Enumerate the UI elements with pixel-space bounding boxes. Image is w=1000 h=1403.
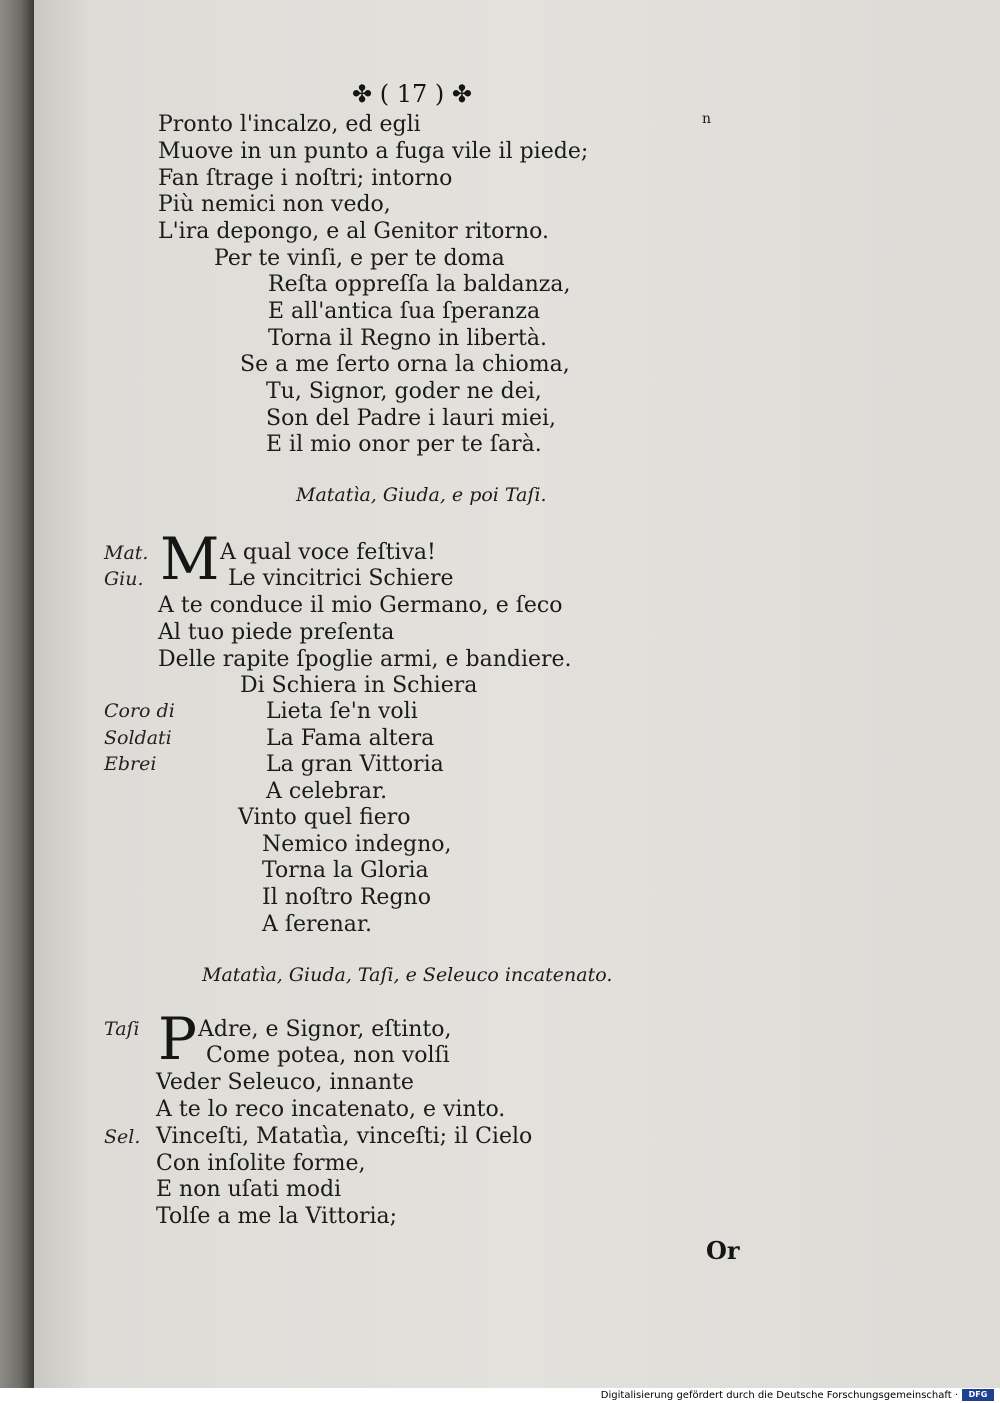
drop-cap: P: [158, 1005, 198, 1073]
catchword: Or: [706, 1236, 740, 1265]
verse-line: E all'antica ſua ſperanza: [268, 299, 541, 324]
verse-line: Lieta ſe'n voli: [266, 699, 418, 724]
verse-line: Per te vinſi, e per te doma: [214, 246, 505, 271]
verse-line: Vinceſti, Matatìa, vinceſti; il Cielo: [156, 1124, 533, 1149]
verse-line: L'ira depongo, e al Genitor ritorno.: [158, 219, 549, 244]
verse-line: Pronto l'incalzo, ed egli: [158, 112, 421, 137]
verse-line: Tu, Signor, goder ne dei,: [266, 379, 542, 404]
speaker-label: Giu.: [104, 568, 144, 590]
page-number-text: ( 17 ): [379, 80, 445, 108]
verse-line: E il mio onor per te ſarà.: [266, 432, 542, 457]
verse-line: A te conduce il mio Germano, e ſeco: [158, 593, 563, 618]
scene-heading: Matatìa, Giuda, e poi Taſi.: [296, 484, 547, 506]
speaker-label: Ebrei: [104, 753, 157, 775]
speaker-label: Soldati: [104, 727, 172, 749]
verse-line: Veder Seleuco, innante: [156, 1070, 414, 1095]
footer-credit: Digitalisierung gefördert durch die Deutsche Forschungsgemeinschaft ·: [600, 1390, 958, 1401]
speaker-label: Coro di: [104, 700, 175, 722]
verse-line: Tolſe a me la Vittoria;: [156, 1204, 398, 1229]
speaker-label: Sel.: [104, 1126, 141, 1148]
verse-line: Fan ſtrage i noſtri; intorno: [158, 166, 453, 191]
verse-line: La gran Vittoria: [266, 752, 444, 777]
page-number: [352, 80, 472, 108]
verse-line: Delle rapite ſpoglie armi, e bandiere.: [158, 647, 572, 672]
verse-line: Di Schiera in Schiera: [240, 673, 478, 698]
verse-line: Il noſtro Regno: [262, 885, 431, 910]
verse-line: Se a me ſerto orna la chioma,: [240, 352, 570, 377]
verse-line: Muove in un punto a fuga vile il piede;: [158, 139, 589, 164]
verse-line: Come potea, non volſi: [206, 1043, 450, 1068]
book-spine-shadow: [0, 0, 34, 1388]
verse-line: Le vincitrici Schiere: [228, 566, 454, 591]
verse-line: A te lo reco incatenato, e vinto.: [156, 1097, 506, 1122]
verse-line: Più nemici non vedo,: [158, 192, 391, 217]
verse-line: Torna la Gloria: [262, 858, 429, 883]
scene-heading: Matatìa, Giuda, Taſi, e Seleuco incatenato.: [202, 964, 613, 986]
drop-cap: M: [160, 525, 220, 593]
speaker-label: Taſi: [104, 1018, 140, 1040]
verse-line: A qual voce feſtiva!: [220, 540, 436, 565]
verse-line: Nemico indegno,: [262, 832, 452, 857]
verse-line: Torna il Regno in libertà.: [268, 326, 547, 351]
verse-line: Vinto quel fiero: [238, 805, 411, 830]
verse-line: Son del Padre i lauri miei,: [266, 406, 556, 431]
verse-line: La Fama altera: [266, 726, 435, 751]
dfg-logo-icon: DFG: [962, 1389, 994, 1401]
verse-line: Con inſolite forme,: [156, 1151, 366, 1176]
verse-line: Adre, e Signor, eſtinto,: [198, 1017, 452, 1042]
ornament-right-icon: ✤: [451, 80, 473, 108]
verse-line: A celebrar.: [266, 779, 388, 804]
verse-line: A ſerenar.: [262, 912, 372, 937]
verse-line: Al tuo piede preſenta: [158, 620, 395, 645]
ornament-left-icon: ✤: [352, 80, 373, 108]
verse-line: Reſta oppreſſa la baldanza,: [268, 272, 571, 297]
margin-mark: n: [702, 111, 712, 127]
speaker-label: Mat.: [104, 542, 149, 564]
verse-line: E non uſati modi: [156, 1177, 342, 1202]
